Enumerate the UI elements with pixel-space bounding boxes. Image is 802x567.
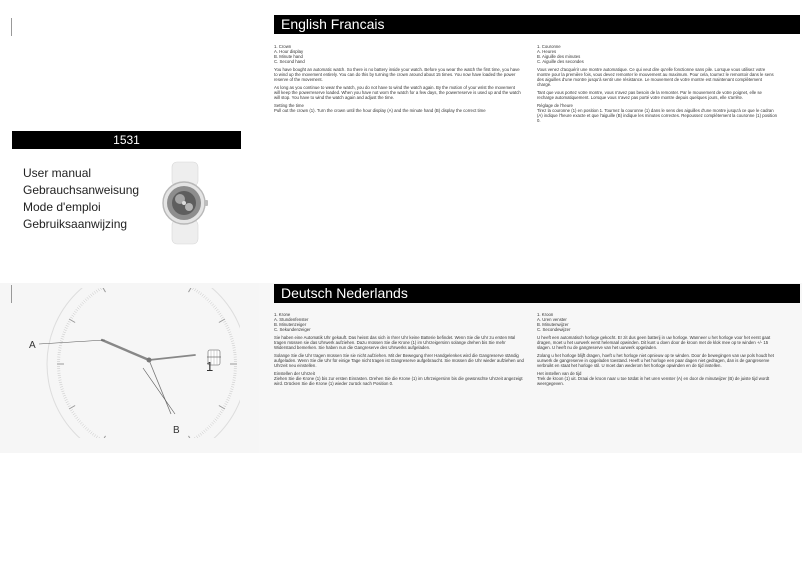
french-section — [537, 41, 777, 123]
dial-tick — [67, 323, 70, 324]
header-english-francais: English Francais — [274, 15, 800, 34]
paragraph: Trek de kroon (1) uit. Draai de kroon naar u toe totdat in het uren venster (A) en door de minutwijzer (B) de juiste tijd wordt weergegeven. — [537, 376, 770, 386]
dial-tick — [59, 384, 62, 385]
dial-tick — [89, 430, 91, 432]
dial-tick — [227, 397, 230, 398]
dial-tick — [226, 327, 229, 328]
dial-tick — [87, 297, 89, 299]
paragraph: Vous venez d'acquérir une montre automatique. Ce qui veut dire qu'elle fonctionne sans pile. Lorsque vous utilisez votre montre pour la première fois, vous devez remonter le mouvement au maximum. Pour cela, tournez le remontoir dans le sens des aiguilles d'une montre jusqu'à sentir une résistance. Le mouvement de votre montre est maintenant complètement chargé. — [537, 67, 774, 87]
part-item: A. Hour display — [274, 49, 304, 54]
dial-tick — [85, 427, 87, 429]
dial-tick — [233, 348, 236, 349]
dial-tick — [98, 289, 100, 292]
dial-tick — [96, 436, 98, 438]
dial-tick — [59, 380, 62, 381]
manual-title: Gebrauchsanweisung — [23, 183, 140, 197]
part-item: C. Secondewijzer — [537, 327, 571, 332]
german-section — [274, 309, 524, 386]
manual-title: User manual — [23, 166, 92, 180]
dial-tick — [227, 330, 230, 331]
dial-tick — [230, 389, 233, 390]
dial-tick — [205, 429, 207, 431]
dial-tick — [204, 430, 206, 432]
dial-tick — [230, 336, 233, 337]
dial-tick — [74, 415, 76, 417]
paragraph: As long as you continue to wear the watch, you do not have to wind the watch again. By the motion of your wrist the movement will keep the powerreserve loaded. When you have not worn the watch for a few days, the powerreserve is used up and the watch will stop. You have to wind the watch again and adjust the time. — [274, 85, 521, 100]
dial-tick — [215, 419, 217, 421]
dial-tick — [65, 327, 68, 328]
part-item: C. Aiguille des secondes — [537, 59, 584, 64]
dial-tick — [73, 413, 75, 415]
watch-diagram — [25, 288, 240, 438]
part-item: B. Minutenzeiger — [274, 322, 307, 327]
dial-tick — [59, 345, 62, 346]
dial-tick — [202, 294, 204, 296]
dial-tick — [64, 397, 67, 398]
dial-tick — [61, 389, 64, 390]
part-item: 1. Couronne — [537, 44, 561, 49]
dial-tick — [213, 421, 215, 423]
dial-tick — [83, 300, 85, 302]
dial-tick — [68, 321, 71, 322]
dial-tick — [213, 306, 215, 308]
dial-tick — [207, 427, 209, 429]
dial-tick — [229, 393, 232, 394]
dial-tick — [100, 288, 102, 290]
dial-tick — [232, 384, 235, 385]
dial-tick — [194, 289, 196, 292]
dial-tick — [196, 290, 198, 292]
dial-tick — [59, 348, 62, 349]
dial-tick — [65, 399, 68, 400]
dial-tick — [210, 302, 212, 304]
section-heading: Het instellen van de tijd — [537, 371, 582, 376]
dial-tick — [219, 313, 221, 315]
dial-tick — [230, 391, 233, 392]
dial-tick — [198, 291, 200, 293]
part-item: B. Aiguille des minutes — [537, 54, 581, 59]
dutch-section — [537, 309, 777, 386]
dial-tick — [225, 323, 228, 324]
paragraph: Sie haben eine Automatik Uhr gekauft. Das heisst das sich in Ihrer Uhr keine Batterie befindet. Wenn Sie die Uhr zu ersten Mal tragen müssen sie das Uhrwerk aufziehen. Dazu müssen Sie die Krone (1) im Uhrzeigersinn solange drehen bis Sie mehr Widerstand bemerken. Sie haben nun die Gangreserve des Uhrwerks aufgeladen. — [274, 335, 516, 350]
paragraph: Tant que vous portez votre montre, vous n'avez pas besoin de la remonter. Par le mouvement de votre poignet, elle se recharge automatiquement. Lorsque vous n'avez pas porté votre montre depuis quelques jours, elle s'arrête. — [537, 90, 762, 100]
manual-title: Gebruiksaanwijzing — [23, 217, 128, 231]
dial-tick — [77, 307, 79, 309]
dial-tick — [83, 426, 85, 428]
part-item: B. Minute hand — [274, 54, 303, 59]
paragraph: Zolang u het horloge blijft dragen, hoeft u het horloge niet opnieuw op te winden. Door de bewegingen van uw pols houdt het uurwerk de gangreserve in opgeladen toestand. Heeft u het horloge een paar dagen niet gedragen, dan is de gangreserve verbruikt en staat het horloge stil. U moet dan wederom het horloge opwinden en de tijd instellen. — [537, 353, 774, 368]
dial-tick — [202, 432, 204, 434]
dial-tick — [233, 380, 236, 381]
dial-tick — [209, 426, 211, 428]
dial-tick — [76, 309, 78, 311]
dial-tick — [232, 345, 235, 346]
dial-tick — [94, 434, 96, 436]
dial-tick — [73, 313, 75, 315]
paragraph: Pull out the crown (1). Turn the crown until the hour display (A) and the minute hand (B) display the correct time — [274, 108, 486, 113]
dial-tick — [66, 325, 69, 326]
dial-tick — [207, 299, 209, 301]
dial-tick — [212, 422, 214, 424]
dial-tick — [79, 306, 81, 308]
dial-tick — [68, 406, 71, 407]
dial-tick — [90, 294, 92, 296]
dial-tick — [76, 417, 78, 419]
section-heading: Réglage de l'heure — [537, 103, 573, 108]
dial-tick — [61, 336, 64, 337]
dial-tick — [62, 334, 65, 335]
dial-tick — [61, 338, 64, 339]
part-item: 1. Krone — [274, 312, 291, 317]
part-item: C. Second hand — [274, 59, 305, 64]
dial-tick — [217, 311, 219, 313]
diagram-label-one: 1 — [206, 359, 214, 374]
dial-tick — [82, 424, 84, 426]
dial-tick — [212, 304, 214, 306]
manual-title: Mode d'emploi — [23, 200, 101, 214]
dial-tick — [228, 395, 231, 396]
dial-tick — [225, 403, 228, 404]
diagram-label-b: B — [173, 425, 180, 436]
dial-tick — [82, 302, 84, 304]
dial-tick — [74, 311, 76, 313]
paragraph: Tirez la couronne (1) en position 1. Tournez la couronne (1) dans le sens des aiguilles d'une montre jusqu'à ce que le cadran (A) indique l'heure exacte et que l'aiguille (B) indique les minutes correctes. Repoussez complètement la couronne (1) position 0. — [537, 108, 777, 123]
dial-tick — [62, 393, 65, 394]
dial-tick — [209, 300, 211, 302]
manual-title-list — [23, 165, 139, 233]
part-item: A. Stundenfenster — [274, 317, 309, 322]
dial-tick — [94, 291, 96, 293]
dial-tick — [92, 433, 94, 435]
paragraph: You have bought an automatic watch. So there is no battery inside your watch. Before you wear the watch the first time, you have to wind up the movement entirely. You can do this by turning the crown around about 15 times. You now have loaded the power reserve of the movement. — [274, 67, 520, 82]
dial-tick — [231, 387, 234, 388]
section-heading: Setting the time — [274, 103, 304, 108]
dial-tick — [223, 321, 226, 322]
dial-tick — [204, 296, 206, 298]
dial-tick — [205, 297, 207, 299]
dial-tick — [231, 341, 234, 342]
dial-tick — [92, 293, 94, 295]
dial-tick — [77, 419, 79, 421]
dial-tick — [80, 304, 82, 306]
part-item: 1. Crown — [274, 44, 292, 49]
dial-tick — [232, 382, 235, 383]
dial-tick — [189, 288, 193, 292]
dial-tick — [200, 433, 202, 435]
part-item: A. Uren venster — [537, 317, 567, 322]
dial-tick — [70, 317, 73, 319]
dial-tick — [220, 315, 223, 317]
part-item: B. Minutenwijzer — [537, 322, 569, 327]
dial-tick — [219, 413, 221, 415]
part-item: C. Sekundenzeiger — [274, 327, 311, 332]
dial-tick — [230, 338, 233, 339]
diagram-label-a: A — [29, 340, 36, 351]
dial-tick — [72, 315, 75, 317]
part-item: A. Heures — [537, 49, 557, 54]
paragraph: Solange Sie die Uhr tragen müssen Sie sie nicht aufziehen. Mit der Bewegung Ihrer Handgelenkes wird die Gangreserve ständig aufgeladen. Wenn Sie die Uhr für einige Tage nicht tragen ist Gangreserve aufgebraucht. Sie müssen die Uhr wieder aufziehen und Uhrzeit neu einstellen. — [274, 353, 524, 368]
dial-tick — [63, 395, 66, 396]
english-section — [274, 41, 522, 113]
dial-tick — [60, 341, 63, 342]
dial-tick — [217, 415, 219, 417]
crop-mark-top — [11, 18, 12, 36]
dial-tick — [60, 387, 63, 388]
dial-tick — [216, 309, 218, 311]
dial-tick — [198, 434, 200, 436]
dial-tick — [89, 296, 91, 298]
dial-tick — [228, 332, 231, 333]
dial-tick — [216, 417, 218, 419]
dial-tick — [192, 288, 194, 290]
paragraph: U heeft een automatisch horloge gekocht. Er zit dus geen batterij in uw horloge. Wanneer u het horloge voor het eerst gaat dragen, moet u het uurwerk eerst helemaal opwinden. Dit kunt u doen door de kroon met de klok mee op te winden +/- 15 slagen. U heeft nu de gangreserve van het uurwerk opgeladen. — [537, 335, 771, 350]
dial-tick — [67, 403, 70, 404]
dial-tick — [210, 424, 212, 426]
dial-tick — [102, 436, 106, 438]
dial-tick — [90, 432, 92, 434]
dial-tick — [66, 401, 69, 402]
dial-tick — [229, 334, 232, 335]
dial-tick — [59, 382, 62, 383]
dial-tick — [63, 332, 66, 333]
section-heading: Einstellen der Uhrzeit — [274, 371, 315, 376]
dial-tick — [200, 293, 202, 295]
paragraph: Ziehen Sie die Krone (1) bis zur ersten Einrasten. Drehen Sie die Krone (1) im Uhrzeigersinn bis die gewünschte Uhrzeit angezeigt wird. Drücken Sie die Krone (1) wieder zurück nach Position 0. — [274, 376, 523, 386]
dial-tick — [102, 288, 106, 292]
model-number-bar: 1531 — [12, 131, 241, 149]
dial-tick — [232, 343, 235, 344]
dial-tick — [226, 325, 229, 326]
dial-tick — [221, 409, 224, 411]
dial-tick — [98, 437, 100, 438]
dial-tick — [72, 411, 75, 413]
dial-tick — [196, 436, 198, 438]
header-deutsch-nederlands: Deutsch Nederlands — [274, 284, 800, 303]
dial-tick — [80, 422, 82, 424]
dial-tick — [96, 290, 98, 292]
dial-tick — [221, 317, 224, 319]
dial-tick — [194, 437, 196, 438]
crop-mark-middle — [11, 285, 12, 303]
part-item: 1. Kroon — [537, 312, 554, 317]
dial-tick — [87, 429, 89, 431]
dial-tick — [59, 343, 62, 344]
dial-tick — [79, 421, 81, 423]
dial-tick — [226, 399, 229, 400]
watch-photo — [160, 160, 210, 246]
dial-tick — [70, 409, 73, 411]
dial-tick — [85, 299, 87, 301]
dial-tick — [220, 411, 223, 413]
dial-tick — [223, 406, 226, 407]
dial-tick — [189, 436, 193, 438]
dial-tick — [61, 391, 64, 392]
dial-tick — [215, 307, 217, 309]
dial-tick — [226, 401, 229, 402]
dial-tick — [64, 330, 67, 331]
